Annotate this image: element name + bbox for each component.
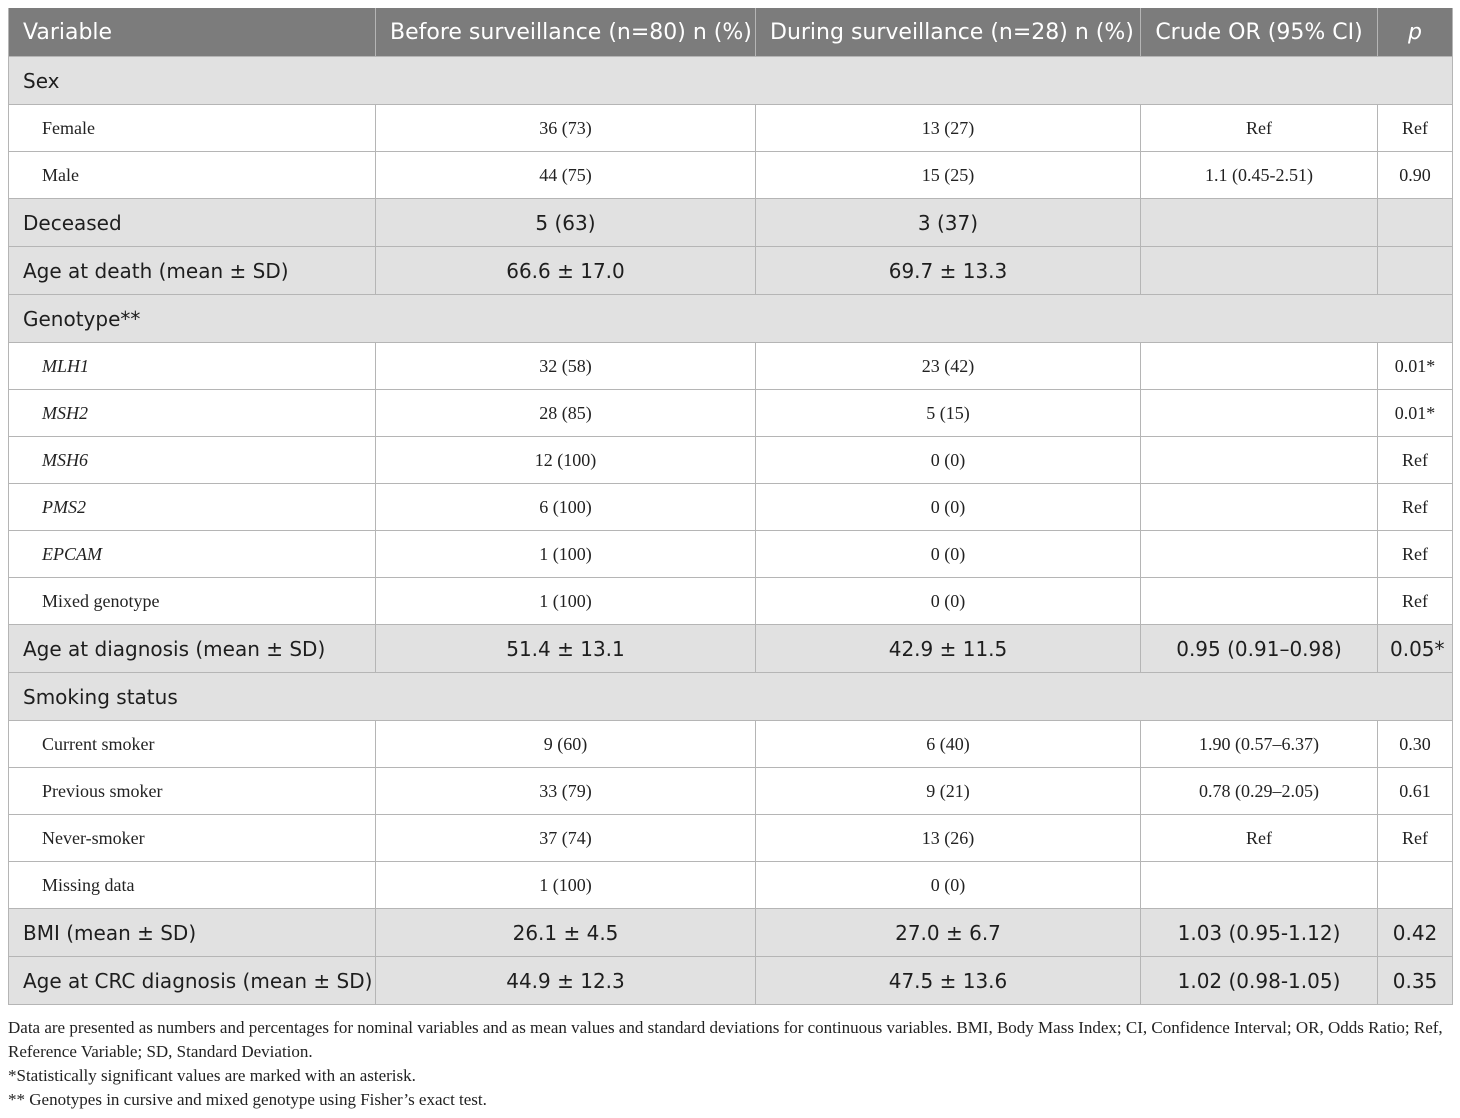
cell-before: 44.9 ± 12.3 xyxy=(376,957,756,1005)
cell-during: 42.9 ± 11.5 xyxy=(756,625,1141,673)
header-row xyxy=(9,8,1453,57)
cell-p xyxy=(1378,862,1453,909)
cell-p: 0.35 xyxy=(1378,957,1453,1005)
row-label: Never-smoker xyxy=(9,815,376,862)
cell-during: 27.0 ± 6.7 xyxy=(756,909,1141,957)
cell-or: 1.03 (0.95-1.12) xyxy=(1141,909,1378,957)
cell-during: 0 (0) xyxy=(756,578,1141,625)
summary-row-bmi xyxy=(9,909,1453,957)
table-footnotes xyxy=(8,1016,1456,1112)
row-label: EPCAM xyxy=(9,531,376,578)
section-row-smoking xyxy=(9,673,1453,721)
cell-p: Ref xyxy=(1378,484,1453,531)
row-label: Female xyxy=(9,105,376,152)
cell-during: 3 (37) xyxy=(756,199,1141,247)
table-row xyxy=(9,721,1453,768)
cell-p: Ref xyxy=(1378,105,1453,152)
row-label: MLH1 xyxy=(9,343,376,390)
row-label: Age at diagnosis (mean ± SD) xyxy=(9,625,376,673)
cell-p: 0.01* xyxy=(1378,390,1453,437)
row-label: Age at CRC diagnosis (mean ± SD) xyxy=(9,957,376,1005)
cell-before: 6 (100) xyxy=(376,484,756,531)
cell-during: 0 (0) xyxy=(756,531,1141,578)
cell-or xyxy=(1141,199,1378,247)
table-row xyxy=(9,343,1453,390)
cell-before: 37 (74) xyxy=(376,815,756,862)
cell-before: 9 (60) xyxy=(376,721,756,768)
cell-during: 5 (15) xyxy=(756,390,1141,437)
summary-row-age-at-diagnosis xyxy=(9,625,1453,673)
table-row xyxy=(9,531,1453,578)
cell-p: 0.61 xyxy=(1378,768,1453,815)
table-row xyxy=(9,768,1453,815)
cell-before: 66.6 ± 17.0 xyxy=(376,247,756,295)
cell-or: 1.1 (0.45-2.51) xyxy=(1141,152,1378,199)
cell-before: 36 (73) xyxy=(376,105,756,152)
cell-p: Ref xyxy=(1378,815,1453,862)
cell-during: 0 (0) xyxy=(756,484,1141,531)
cell-before: 1 (100) xyxy=(376,531,756,578)
header-variable: Variable xyxy=(9,8,376,57)
header-p-value: p xyxy=(1378,8,1453,57)
row-label: Mixed genotype xyxy=(9,578,376,625)
table-row xyxy=(9,437,1453,484)
cell-before: 1 (100) xyxy=(376,862,756,909)
table-row xyxy=(9,152,1453,199)
section-title: Smoking status xyxy=(9,673,1453,721)
cell-or xyxy=(1141,484,1378,531)
cell-p: 0.01* xyxy=(1378,343,1453,390)
cell-or xyxy=(1141,862,1378,909)
table-row xyxy=(9,578,1453,625)
cell-during: 15 (25) xyxy=(756,152,1141,199)
cell-or: Ref xyxy=(1141,105,1378,152)
results-table-container xyxy=(8,8,1452,1005)
cell-before: 28 (85) xyxy=(376,390,756,437)
row-label: BMI (mean ± SD) xyxy=(9,909,376,957)
cell-before: 44 (75) xyxy=(376,152,756,199)
row-label: PMS2 xyxy=(9,484,376,531)
cell-p: 0.42 xyxy=(1378,909,1453,957)
row-label: MSH2 xyxy=(9,390,376,437)
section-row-genotype xyxy=(9,295,1453,343)
summary-row-age-at-death xyxy=(9,247,1453,295)
row-label: Missing data xyxy=(9,862,376,909)
cell-before: 33 (79) xyxy=(376,768,756,815)
cell-or: 0.78 (0.29–2.05) xyxy=(1141,768,1378,815)
cell-or: 0.95 (0.91–0.98) xyxy=(1141,625,1378,673)
cell-during: 0 (0) xyxy=(756,862,1141,909)
footnote-genotypes: ** Genotypes in cursive and mixed genotype using Fisher’s exact test. xyxy=(8,1090,487,1109)
footnote-significance: *Statistically significant values are marked with an asterisk. xyxy=(8,1066,416,1085)
section-title: Sex xyxy=(9,57,1453,105)
header-during-surveillance: During surveillance (n=28) n (%) xyxy=(756,8,1141,57)
table-row xyxy=(9,862,1453,909)
cell-or xyxy=(1141,390,1378,437)
cell-p: 0.05* xyxy=(1378,625,1453,673)
cell-during: 13 (27) xyxy=(756,105,1141,152)
row-label: Previous smoker xyxy=(9,768,376,815)
cell-p: Ref xyxy=(1378,578,1453,625)
cell-during: 6 (40) xyxy=(756,721,1141,768)
row-label: Age at death (mean ± SD) xyxy=(9,247,376,295)
cell-p: 0.30 xyxy=(1378,721,1453,768)
table-row xyxy=(9,105,1453,152)
results-table xyxy=(8,8,1453,1005)
cell-before: 32 (58) xyxy=(376,343,756,390)
table-row xyxy=(9,390,1453,437)
cell-or xyxy=(1141,343,1378,390)
summary-row-age-at-crc-diagnosis xyxy=(9,957,1453,1005)
section-title: Genotype** xyxy=(9,295,1453,343)
table-row xyxy=(9,484,1453,531)
cell-before: 5 (63) xyxy=(376,199,756,247)
cell-before: 51.4 ± 13.1 xyxy=(376,625,756,673)
cell-or xyxy=(1141,437,1378,484)
header-crude-or: Crude OR (95% CI) xyxy=(1141,8,1378,57)
cell-during: 23 (42) xyxy=(756,343,1141,390)
cell-during: 9 (21) xyxy=(756,768,1141,815)
cell-or: 1.90 (0.57–6.37) xyxy=(1141,721,1378,768)
cell-during: 13 (26) xyxy=(756,815,1141,862)
cell-before: 12 (100) xyxy=(376,437,756,484)
cell-or xyxy=(1141,247,1378,295)
cell-or xyxy=(1141,578,1378,625)
cell-or xyxy=(1141,531,1378,578)
cell-during: 69.7 ± 13.3 xyxy=(756,247,1141,295)
row-label: Male xyxy=(9,152,376,199)
table-row xyxy=(9,815,1453,862)
summary-row-deceased xyxy=(9,199,1453,247)
cell-or: Ref xyxy=(1141,815,1378,862)
row-label: MSH6 xyxy=(9,437,376,484)
cell-before: 1 (100) xyxy=(376,578,756,625)
cell-p: 0.90 xyxy=(1378,152,1453,199)
cell-p: Ref xyxy=(1378,437,1453,484)
section-row-sex xyxy=(9,57,1453,105)
footnote-abbreviations: Data are presented as numbers and percentages for nominal variables and as mean values and standard deviations for continuous variables. BMI, Body Mass Index; CI, Confidence Interval; OR, Odds Ratio; Ref, Reference Variable; SD, Standard Deviation. xyxy=(8,1018,1443,1061)
row-label: Deceased xyxy=(9,199,376,247)
cell-p xyxy=(1378,199,1453,247)
cell-p: Ref xyxy=(1378,531,1453,578)
cell-during: 47.5 ± 13.6 xyxy=(756,957,1141,1005)
cell-p xyxy=(1378,247,1453,295)
cell-before: 26.1 ± 4.5 xyxy=(376,909,756,957)
cell-during: 0 (0) xyxy=(756,437,1141,484)
cell-or: 1.02 (0.98-1.05) xyxy=(1141,957,1378,1005)
row-label: Current smoker xyxy=(9,721,376,768)
header-before-surveillance: Before surveillance (n=80) n (%) xyxy=(376,8,756,57)
